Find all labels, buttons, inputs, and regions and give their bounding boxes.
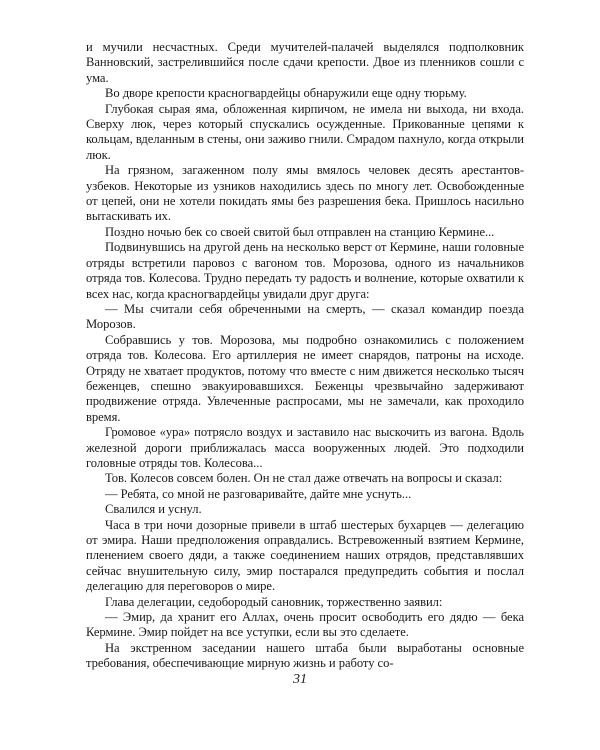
paragraph: На грязном, загаженном полу ямы вмялось человек десять арестантов-узбеков. Некоторые из узников находились здесь по многу лет. Освобожденные от цепей, они не хотели покидать ямы без разрешения бека. Пришлось насильно вытаскивать их. bbox=[86, 163, 524, 224]
paragraph: Глава делегации, седобородый сановник, торжественно заявил: bbox=[105, 594, 443, 609]
paragraph: Во дворе крепости красногвардейцы обнаружили еще одну тюрьму. bbox=[105, 86, 467, 101]
paragraph: На экстренном заседании нашего штаба были выработаны основные требования, обеспечивающие мирную жизнь и работу со- bbox=[86, 640, 524, 671]
paragraph: Громовое «ура» потрясло воздух и заставило нас выскочить из вагона. Вдоль железной дороги приближалась масса вооруженных людей. Это подходили головные отряды тов. Колесова... bbox=[86, 425, 524, 470]
paragraph: Тов. Колесов совсем болен. Он не стал даже отвечать на вопросы и сказал: bbox=[105, 471, 503, 486]
paragraph: Глубокая сырая яма, обложенная кирпичом, не имела ни выхода, ни входа. Сверху люк, через который спускались осужденные. Прикованные цепями к кольцам, вделанным в стены, они заживо гнили. Смрадом пахнуло, когда открыли люк. bbox=[86, 101, 524, 162]
page-number: 31 bbox=[293, 672, 307, 687]
page-body bbox=[86, 40, 524, 672]
paragraph: — Мы считали себя обреченными на смерть, — сказал командир поезда Морозов. bbox=[86, 301, 524, 332]
paragraph: и мучили несчастных. Среди мучителей-палачей выделялся подполковник Ванновский, застрелившийся после сдачи крепости. Двое из пленников сошли с ума. bbox=[86, 40, 524, 85]
paragraph: — Эмир, да хранит его Аллах, очень просит освободить его дядю — бека Кермине. Эмир пойдет на все уступки, если вы это сделаете. bbox=[86, 610, 524, 640]
paragraph: Собравшись у тов. Морозова, мы подробно ознакомились с положением отряда тов. Колесова. Его артиллерия не имеет снарядов, патроны на исходе. Отряду не хватает продуктов, потому что вместе с ним движется несколько тысяч беженцев, спешно эвакуировавшихся. Беженцы чрезвычайно задерживают продвижение отряда. Увлеченные распросами, мы не замечали, как проходило время. bbox=[86, 332, 524, 424]
paragraph: Часа в три ночи дозорные привели в штаб шестерых бухарцев — делегацию от эмира. Наши предположения оправдались. Встревоженный взятием Кермине, пленением своего дяди, а также соединением наших отрядов, представлявших сейчас внушительную силу, эмир постарался предупредить события и послал делегацию для переговоров о мире. bbox=[86, 517, 524, 594]
paragraph: Подвинувшись на другой день на несколько верст от Кермине, наши головные отряды встретили паровоз с вагоном тов. Морозова, одного из начальников отряда тов. Колесова. Трудно передать ту радость и волнение, которые охватили к всех нас, когда красногвардейцы увидали друг друга: bbox=[86, 240, 524, 301]
paragraph: Поздно ночью бек со своей свитой был отправлен на станцию Кермине... bbox=[105, 224, 495, 239]
paragraph: — Ребята, со мной не разговаривайте, дайте мне уснуть... bbox=[105, 486, 412, 501]
paragraph: Свалился и уснул. bbox=[105, 502, 202, 517]
